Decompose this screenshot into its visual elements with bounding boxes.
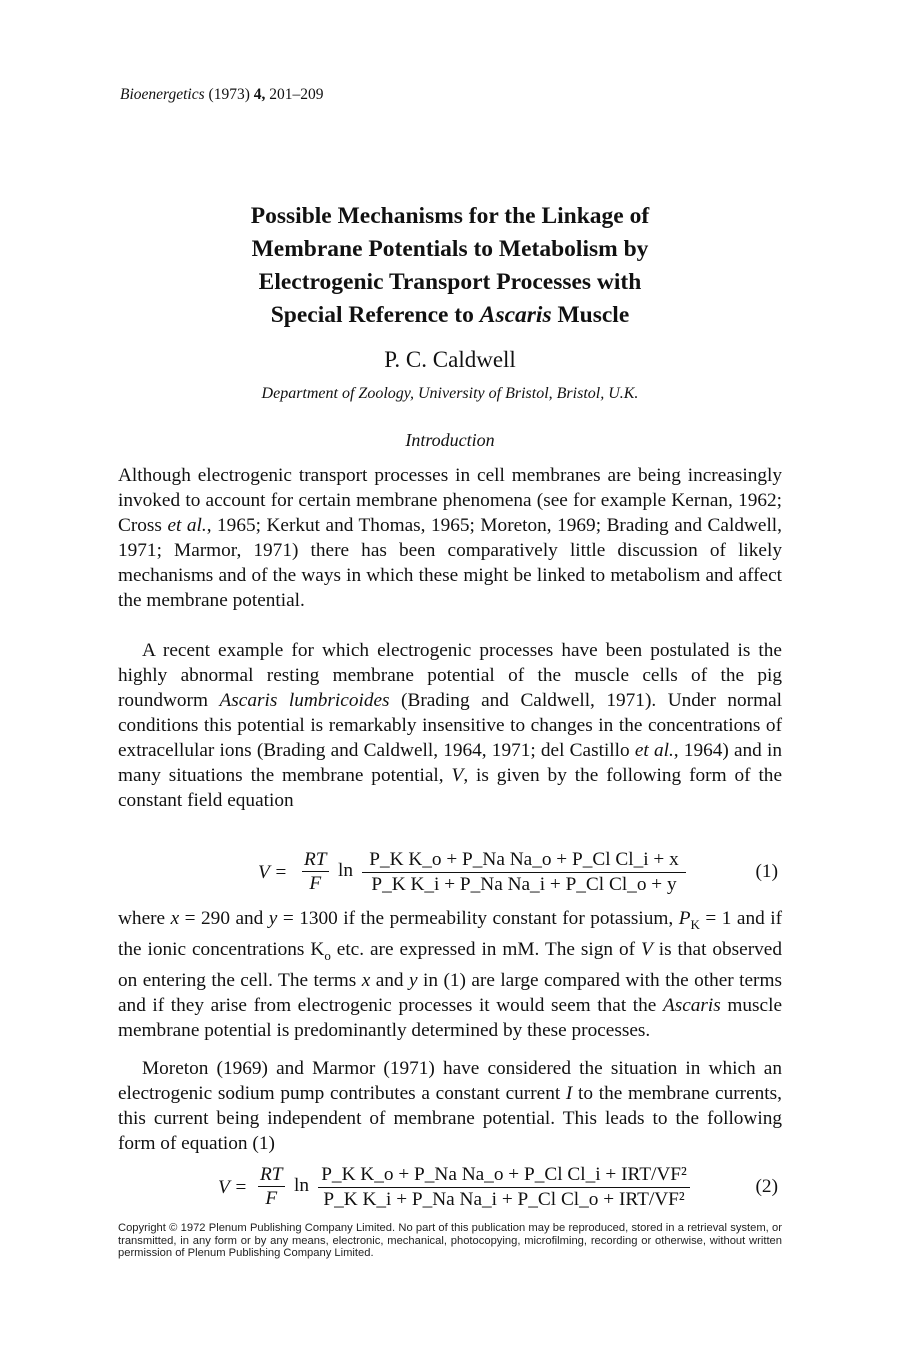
eq1-number: (1)	[755, 861, 778, 882]
eq1-numerator: P_K K_o + P_Na Na_o + P_Cl Cl_i + x	[362, 848, 686, 873]
journal-volume: 4,	[253, 86, 266, 103]
eq1-rt-over-f: $\frac{RT}{F}$	[304, 849, 327, 894]
title-line-3: Electrogenic Transport Processes with	[258, 269, 642, 295]
title-line-4: Special Reference to Ascaris Muscle	[270, 302, 630, 328]
equation-1	[118, 848, 782, 900]
eq2-rt-over-f: $\frac{RT}{F}$	[260, 1164, 283, 1209]
title-line-1: Possible Mechanisms for the Linkage of	[250, 203, 650, 229]
section-heading: Introduction	[405, 430, 495, 450]
eq2-numerator: P_K K_o + P_Na Na_o + P_Cl Cl_i + IRT/VF²	[318, 1163, 690, 1188]
eq1-fraction	[362, 848, 686, 897]
eq2-denominator: P_K K_i + P_Na Na_i + P_Cl Cl_o + IRT/VF²	[323, 1189, 685, 1210]
journal-year: (1973)	[208, 86, 250, 103]
eq2-fraction	[318, 1163, 690, 1212]
eq2-number: (2)	[755, 1176, 778, 1197]
copyright-notice: Copyright © 1972 Plenum Publishing Company Limited. No part of this publication may be reproduced, stored in a retrieval system, or transmitted, in any form or by any means, electronic, mechanical, photocopying, microfilming, recording or otherwise, without written permission of Plenum Publishing Company Limited.	[118, 1222, 782, 1259]
journal-pages: 201–209	[269, 86, 324, 103]
paragraph-1: Although electrogenic transport processes in cell membranes are being increasingly invoked to account for certain membrane phenomena (see for example Kernan, 1962; Cross et al., 1965; Kerkut and Thomas, 1965; Moreton, 1969; Brading and Caldwell, 1971; Marmor, 1971) there has been comparatively little discussion of likely mechanisms and of the ways in which these might be linked to metabolism and affect the membrane potential.	[118, 465, 782, 611]
journal-name: Bioenergetics	[120, 86, 205, 103]
article-title	[150, 200, 750, 332]
author-name: P. C. Caldwell	[384, 347, 516, 372]
eq1-ln: ln	[338, 860, 353, 881]
paragraph-4: Moreton (1969) and Marmor (1971) have considered the situation in which an electrogenic sodium pump contributes a constant current I to the membrane currents, this current being independent of membrane potential. This leads to the following form of equation (1)	[118, 1058, 782, 1154]
eq1-denominator: P_K K_i + P_Na Na_i + P_Cl Cl_o + y	[371, 874, 677, 895]
paragraph-2: A recent example for which electrogenic processes have been postulated is the highly abnormal resting membrane potential of the muscle cells of the pig roundworm Ascaris lumbricoides (Brading and Caldwell, 1971). Under normal conditions this potential is remarkably insensitive to changes in the concentrations of extracellular ions (Brading and Caldwell, 1964, 1971; del Castillo et al., 1964) and in many situations the membrane potential, V, is given by the following form of the constant field equation	[118, 640, 783, 811]
journal-citation	[120, 86, 323, 104]
equation-2	[118, 1163, 782, 1215]
eq2-lhs: V =	[218, 1177, 248, 1198]
eq1-lhs: V =	[258, 862, 288, 883]
paragraph-3: where x = 290 and y = 1300 if the permeability constant for potassium, $P_K = 1$ and if the ionic concentrations $K_o$ etc. are expressed in mM. The sign of V is that observed on entering the cell. The terms x and y in (1) are large compared with the other terms and if they arise from electrogenic processes it would seem that the Ascaris muscle membrane potential is predominantly determined by these processes.	[118, 908, 783, 1041]
author-affiliation: Department of Zoology, University of Bristol, Bristol, U.K.	[261, 385, 639, 402]
title-line-2: Membrane Potentials to Metabolism by	[251, 236, 649, 262]
eq2-ln: ln	[294, 1175, 309, 1196]
